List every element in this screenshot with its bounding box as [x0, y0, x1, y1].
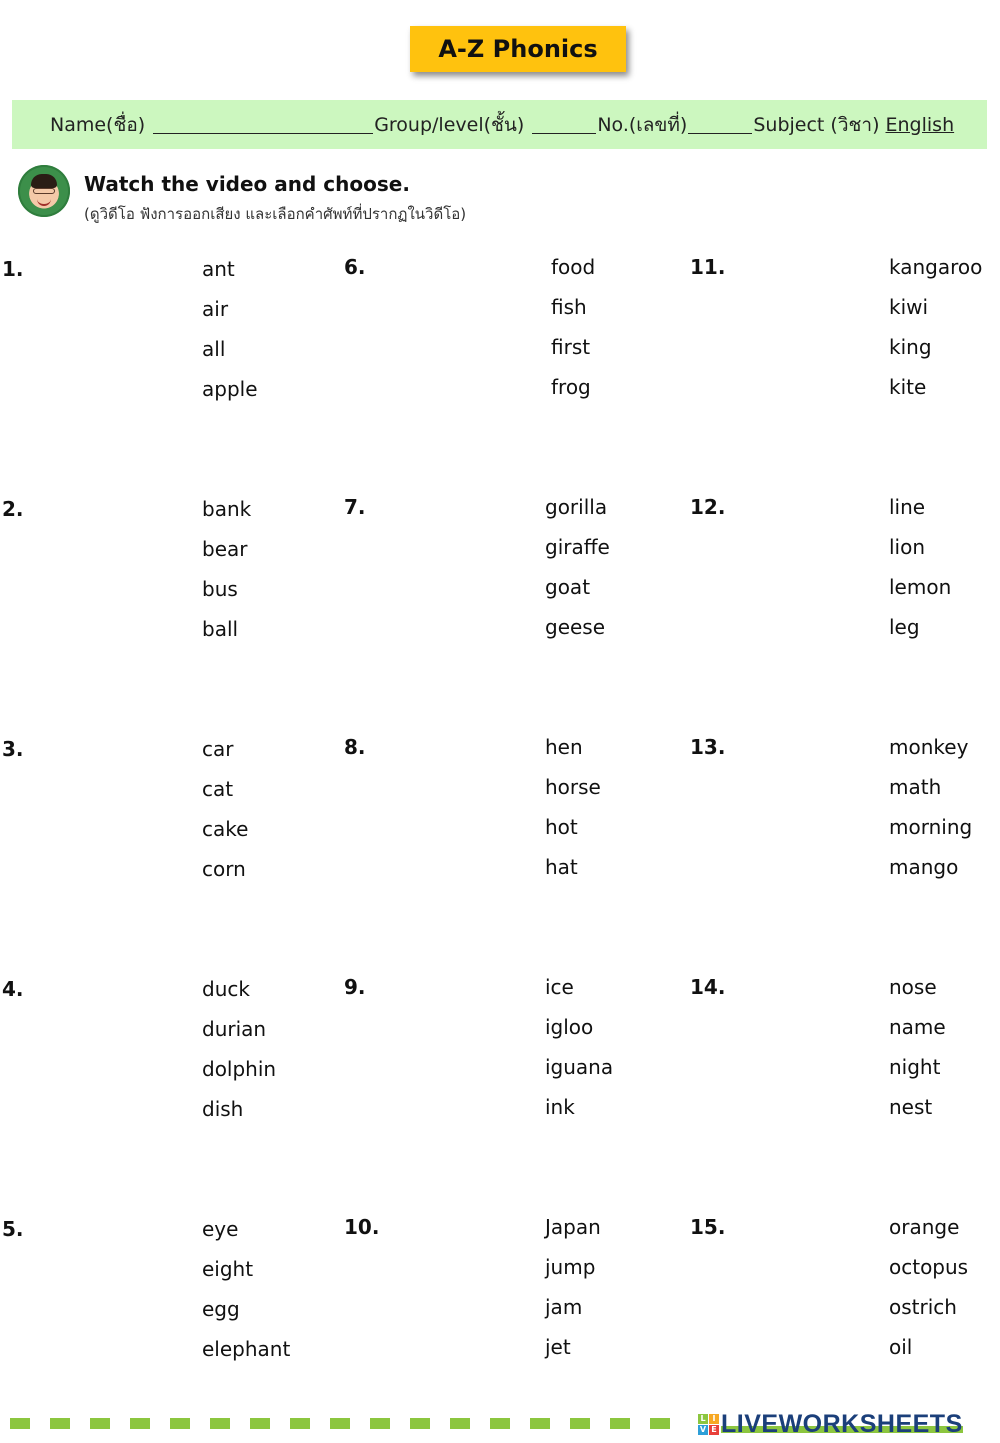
answer-option[interactable]: jump [545, 1255, 596, 1279]
answer-option[interactable]: kiwi [889, 295, 929, 319]
footer-dash [450, 1418, 470, 1429]
footer-dash [370, 1418, 390, 1429]
answer-option[interactable]: horse [545, 775, 601, 799]
answer-option[interactable]: cake [202, 817, 249, 841]
answer-option[interactable]: hot [545, 815, 578, 839]
answer-option[interactable]: mango [889, 855, 959, 879]
answer-option[interactable]: fish [551, 295, 587, 319]
question-number: 12. [690, 495, 726, 519]
footer-dash [250, 1418, 270, 1429]
answer-option[interactable]: durian [202, 1017, 267, 1041]
subject-value: English [885, 113, 955, 136]
answer-option[interactable]: eye [202, 1217, 239, 1241]
footer-dash [530, 1418, 550, 1429]
instruction-subtitle: (ดูวิดีโอ ฟังการออกเสียง และเลือกคำศัพท์ที่ปรากฏในวิดีโอ) [84, 205, 467, 223]
answer-option[interactable]: eight [202, 1257, 254, 1281]
footer-dash [210, 1418, 230, 1429]
answer-option[interactable]: elephant [202, 1337, 291, 1361]
answer-option[interactable]: iguana [545, 1055, 614, 1079]
question-number: 3. [2, 737, 24, 761]
answer-option[interactable]: frog [551, 375, 591, 399]
question-number: 14. [690, 975, 726, 999]
footer-dash [50, 1418, 70, 1429]
answer-option[interactable]: jam [545, 1295, 583, 1319]
group-label: Group/level(ชั้น) [374, 113, 525, 136]
question-number: 10. [344, 1215, 380, 1239]
answer-option[interactable]: geese [545, 615, 606, 639]
question-number: 2. [2, 497, 24, 521]
answer-option[interactable]: corn [202, 857, 246, 881]
footer-dash [170, 1418, 190, 1429]
brand-wordmark: LIVEWORKSHEETS [721, 1410, 963, 1438]
footer-dash [610, 1418, 630, 1429]
answer-option[interactable]: car [202, 737, 234, 761]
answer-option[interactable]: night [889, 1055, 941, 1079]
question-number: 15. [690, 1215, 726, 1239]
answer-option[interactable]: kite [889, 375, 927, 399]
answer-option[interactable]: hat [545, 855, 578, 879]
answer-option[interactable]: morning [889, 815, 973, 839]
avatar-smile [37, 198, 51, 206]
answer-option[interactable]: igloo [545, 1015, 594, 1039]
footer-dash [570, 1418, 590, 1429]
footer-dash [410, 1418, 430, 1429]
answer-option[interactable]: first [551, 335, 591, 359]
answer-option[interactable]: goat [545, 575, 591, 599]
answer-option[interactable]: bus [202, 577, 238, 601]
no-label: No.(เลขที่) [597, 113, 688, 136]
answer-option[interactable]: air [202, 297, 229, 321]
answer-option[interactable]: dish [202, 1097, 244, 1121]
answer-option[interactable]: math [889, 775, 942, 799]
answer-option[interactable]: cat [202, 777, 234, 801]
answer-option[interactable]: nose [889, 975, 937, 999]
answer-option[interactable]: bank [202, 497, 252, 521]
question-number: 6. [344, 255, 366, 279]
instruction-title: Watch the video and choose. [84, 172, 410, 196]
question-number: 5. [2, 1217, 24, 1241]
answer-option[interactable]: apple [202, 377, 258, 401]
answer-option[interactable]: bear [202, 537, 248, 561]
answer-option[interactable]: ball [202, 617, 239, 641]
answer-option[interactable]: gorilla [545, 495, 608, 519]
answer-option[interactable]: ostrich [889, 1295, 957, 1319]
footer-dash [650, 1418, 670, 1429]
answer-option[interactable]: egg [202, 1297, 240, 1321]
logo-tile: L [698, 1414, 708, 1424]
question-number: 13. [690, 735, 726, 759]
logo-tile: V [699, 1425, 707, 1434]
answer-option[interactable]: giraffe [545, 535, 610, 559]
answer-option[interactable]: duck [202, 977, 250, 1001]
no-blank[interactable] [688, 115, 752, 134]
footer-dash [290, 1418, 310, 1429]
answer-option[interactable]: lion [889, 535, 926, 559]
answer-option[interactable]: hen [545, 735, 583, 759]
answer-option[interactable]: leg [889, 615, 920, 639]
logo-tile: I [709, 1414, 719, 1424]
footer-dash [490, 1418, 510, 1429]
answer-option[interactable]: orange [889, 1215, 960, 1239]
liveworksheets-logo [698, 1410, 963, 1439]
worksheet-title: A-Z Phonics [410, 26, 626, 72]
question-number: 1. [2, 257, 24, 281]
footer-dashed-line [10, 1418, 670, 1429]
footer-dash [130, 1418, 150, 1429]
answer-option[interactable]: oil [889, 1335, 913, 1359]
footer-dash [90, 1418, 110, 1429]
answer-option[interactable]: ice [545, 975, 574, 999]
question-number: 11. [690, 255, 726, 279]
avatar-glasses [33, 188, 55, 194]
question-number: 7. [344, 495, 366, 519]
footer-dash [330, 1418, 350, 1429]
live-tiles-icon [698, 1414, 719, 1435]
teacher-avatar [18, 165, 70, 217]
group-blank[interactable] [532, 115, 596, 134]
name-label: Name(ชื่อ) [50, 113, 146, 136]
question-number: 8. [344, 735, 366, 759]
answer-option[interactable]: octopus [889, 1255, 969, 1279]
answer-option[interactable]: Japan [545, 1215, 601, 1239]
answer-option[interactable]: king [889, 335, 932, 359]
student-info-bar [12, 100, 987, 149]
logo-tile: E [709, 1425, 719, 1435]
footer-dash [10, 1418, 30, 1429]
name-blank[interactable] [153, 115, 373, 134]
subject-label: Subject (วิชา) [753, 113, 880, 136]
answer-option[interactable]: kangaroo [889, 255, 983, 279]
question-number: 9. [344, 975, 366, 999]
answer-option[interactable]: food [551, 255, 596, 279]
answer-option[interactable]: nest [889, 1095, 933, 1119]
avatar-hair [31, 174, 57, 188]
answer-option[interactable]: lemon [889, 575, 952, 599]
answer-option[interactable]: jet [545, 1335, 571, 1359]
answer-option[interactable]: all [202, 337, 226, 361]
answer-option[interactable]: name [889, 1015, 946, 1039]
answer-option[interactable]: ant [202, 257, 235, 281]
answer-option[interactable]: ink [545, 1095, 575, 1119]
question-number: 4. [2, 977, 24, 1001]
answer-option[interactable]: dolphin [202, 1057, 277, 1081]
answer-option[interactable]: monkey [889, 735, 969, 759]
answer-option[interactable]: line [889, 495, 926, 519]
